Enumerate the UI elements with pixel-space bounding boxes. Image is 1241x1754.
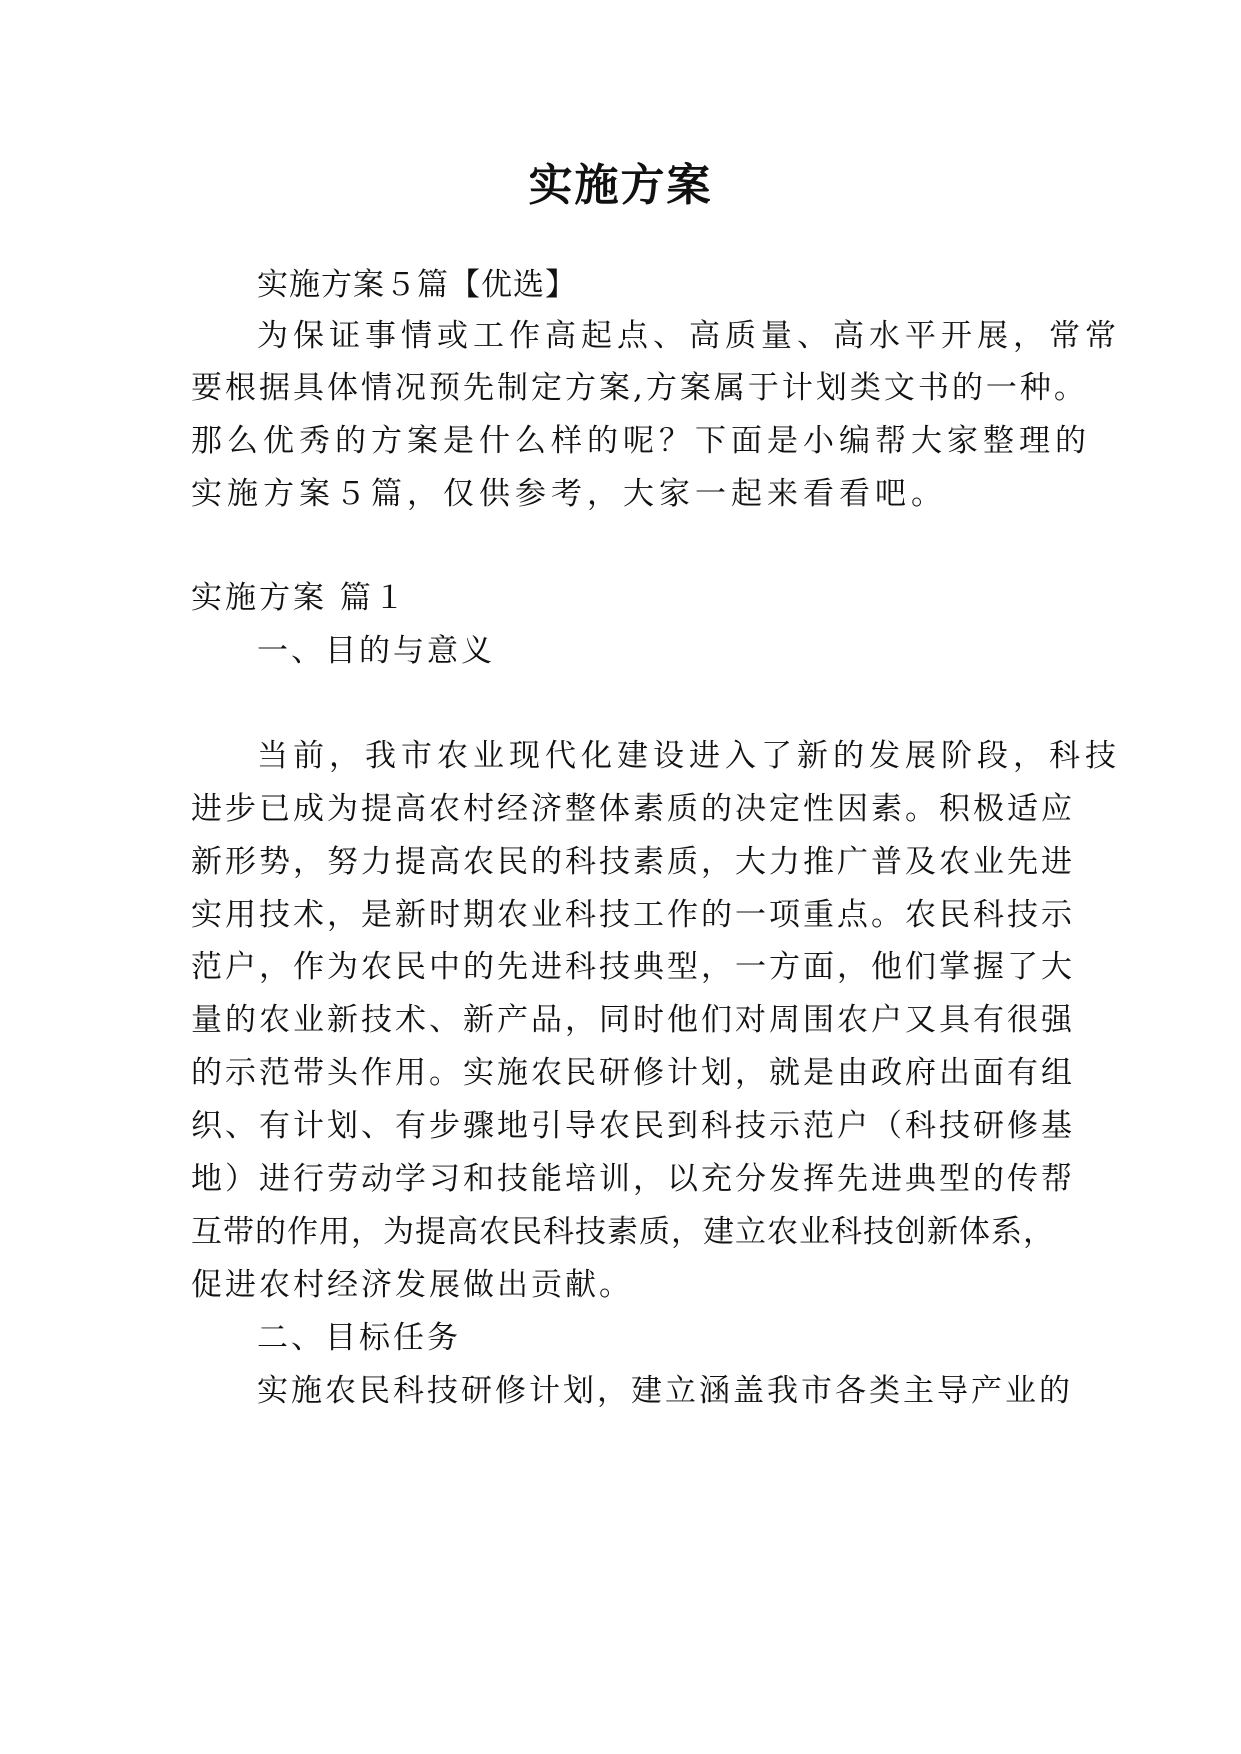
intro-line-1: 为保证事情或工作高起点、高质量、高水平开展，常常 [257,318,1121,354]
body-line-4: 实用技术，是新时期农业科技工作的一项重点。农民科技示 [191,897,1075,933]
sub-heading-goals: 二、目标任务 [257,1320,461,1356]
body-line-6: 量的农业新技术、新产品，同时他们对周围农户又具有很强 [191,1002,1075,1038]
body-line-1: 当前，我市农业现代化建设进入了新的发展阶段，科技 [257,738,1121,774]
body-line-7: 的示范带头作用。实施农民研修计划，就是由政府出面有组 [191,1055,1075,1091]
body-line-5: 范户，作为农民中的先进科技典型，一方面，他们掌握了大 [191,949,1075,985]
intro-line-2: 要根据具体情况预先制定方案,方案属于计划类文书的一种。 [191,370,1088,406]
body-line-11: 促进农村经济发展做出贡献。 [191,1267,633,1303]
document-subtitle: 实施方案５篇【优选】 [257,267,577,303]
intro-line-3: 那么优秀的方案是什么样的呢？下面是小编帮大家整理的 [191,423,1091,459]
body-line-3: 新形势，努力提高农民的科技素质，大力推广普及农业先进 [191,844,1075,880]
body-line-9: 地）进行劳动学习和技能培训，以充分发挥先进典型的传帮 [191,1161,1075,1197]
sub-heading-purpose: 一、目的与意义 [257,633,495,669]
body-last-line: 实施农民科技研修计划，建立涵盖我市各类主导产业的 [257,1373,1073,1409]
body-line-8: 织、有计划、有步骤地引导农民到科技示范户（科技研修基 [191,1108,1075,1144]
document-title: 实施方案 [528,160,713,211]
body-line-2: 进步已成为提高农村经济整体素质的决定性因素。积极适应 [191,791,1075,827]
body-line-10: 互带的作用，为提高农民科技素质，建立农业科技创新体系， [191,1214,1055,1250]
intro-line-4: 实施方案５篇，仅供参考，大家一起来看看吧。 [191,476,947,512]
section-heading: 实施方案 篇１ [191,580,408,616]
